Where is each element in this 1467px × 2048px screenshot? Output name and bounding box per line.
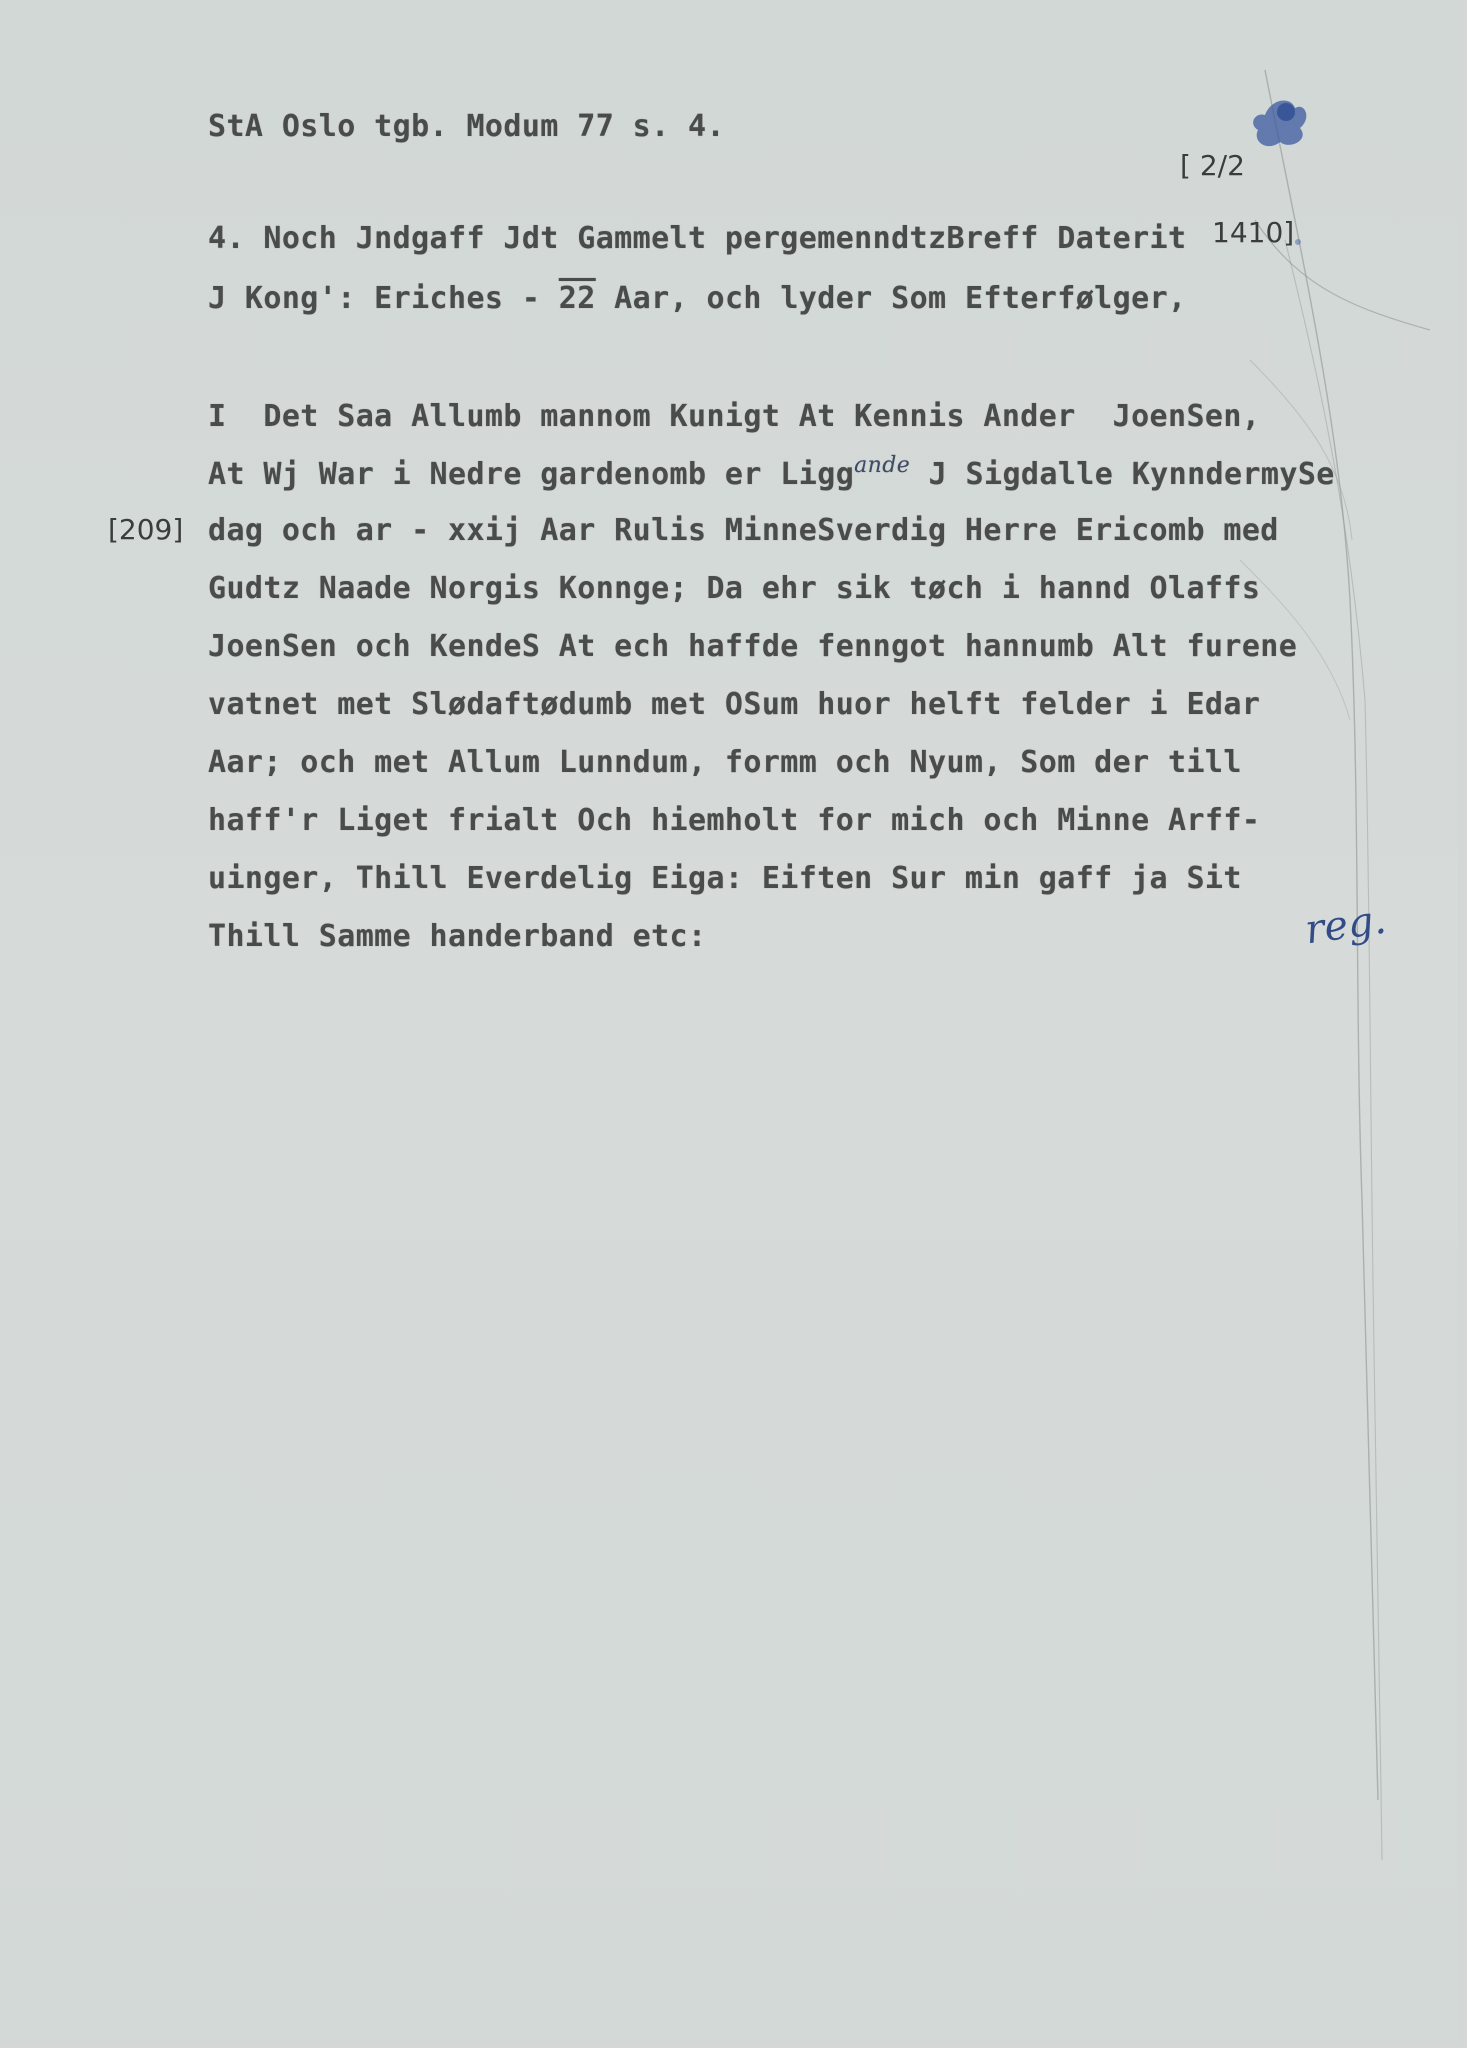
- heading-line-1: 4. Noch Jndgaff Jdt Gammelt pergemenndtzBreff Daterit: [208, 221, 1187, 256]
- body-line-7: Aar; och met Allum Lunndum, formm och Nyum, Som der till: [208, 745, 1242, 780]
- page-number: [ 2/2: [1180, 149, 1245, 182]
- body-line-2-end: J Sigdalle KynndermySe: [910, 457, 1335, 492]
- regnal-year-number: 22: [558, 281, 596, 316]
- body-line-5: JoenSen och KendeS At ech haffde fenngot hannumb Alt furene: [208, 629, 1298, 664]
- archive-reference: StA Oslo tgb. Modum 77 s. 4.: [208, 109, 725, 144]
- body-line-2-start: At Wj War i Nedre gardenomb er Ligg: [208, 457, 855, 492]
- body-line-2: [208, 453, 1335, 492]
- body-line-9: uinger, Thill Everdelig Eiga: Eiften Sur min gaff ja Sit: [208, 861, 1242, 896]
- body-line-4: Gudtz Naade Norgis Konnge; Da ehr sik tøch i hannd Olaffs: [208, 571, 1261, 606]
- heading-line-2-start: J Kong': Eriches: [208, 281, 504, 316]
- body-line-10: Thill Samme handerband etc:: [208, 919, 707, 954]
- handwritten-reg-note: reg.: [1302, 896, 1389, 954]
- body-line-3: dag och ar - xxij Aar Rulis MinneSverdig Herre Ericomb med: [208, 513, 1279, 548]
- handwritten-insert: ande: [854, 453, 911, 478]
- body-line-8: haff'r Liget frialt Och hiemholt for mich och Minne Arff-: [208, 803, 1261, 838]
- heading-line-2-end: Aar, och lyder Som Efterfølger,: [595, 281, 1187, 316]
- body-line-1: I Det Saa Allumb mannom Kunigt At Kennis Ander JoenSen,: [208, 399, 1261, 434]
- year-reference: 1410]: [1212, 216, 1295, 249]
- body-line-6: vatnet met Slødaftødumb met OSum huor helft felder i Edar: [208, 687, 1261, 722]
- margin-page-reference: [209]: [108, 513, 184, 546]
- heading-line-2: J Kong': Eriches - 22 Aar, och lyder Som Efterfølger,: [208, 281, 1187, 316]
